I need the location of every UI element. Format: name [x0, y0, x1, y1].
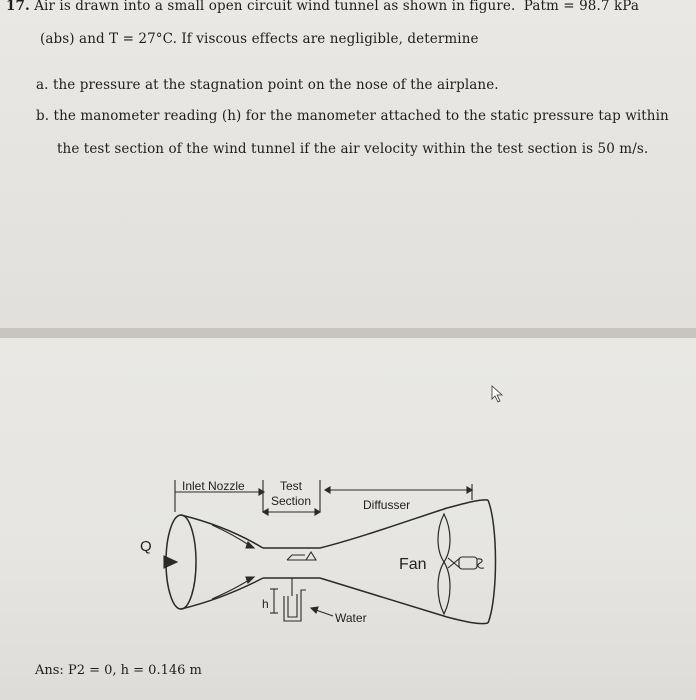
fan-blade-lower [438, 562, 450, 614]
h-label: h [262, 597, 269, 611]
part-b-text-continued: the test section of the wind tunnel if the air velocity within the test section is 50 m/s. [57, 141, 649, 157]
arrow-head [263, 509, 268, 515]
streamline-arrow [246, 577, 254, 583]
answer-text: Ans: P2 = 0, h = 0.146 m [35, 663, 202, 678]
nozzle-lower-wall [181, 578, 263, 609]
part-b-marker: b. [36, 108, 50, 124]
problem-statement: Air is drawn into a small open circuit wind tunnel as shown in figure. [34, 0, 516, 14]
test-section-label-2: Section [270, 494, 312, 508]
mouse-pointer-icon [492, 386, 502, 402]
water-leader-arrow [311, 607, 318, 613]
arrow-head [315, 509, 320, 515]
arrow-head [325, 487, 330, 493]
fan-motor-cable [477, 559, 484, 568]
part-a-text: the pressure at the stagnation point on the nose of the airplane. [52, 77, 499, 93]
water-label: Water [335, 611, 367, 625]
part-a [36, 77, 499, 93]
outlet-wall [488, 500, 496, 623]
fan-motor [459, 557, 477, 569]
inflow-arrow [164, 556, 177, 568]
manometer-tube [284, 590, 306, 621]
diffuser-label: Diffusser [363, 498, 411, 512]
manometer-tube-inner [288, 594, 297, 617]
streamline-upper [212, 525, 252, 547]
problem-number: 17. [6, 0, 30, 14]
problem-page [0, 0, 696, 328]
test-section-label-1: Test [279, 479, 303, 493]
streamline-lower [212, 578, 252, 599]
airplane-model [287, 552, 316, 560]
atmospheric-pressure: Patm = 98.7 kPa [523, 0, 639, 14]
page-gap [0, 328, 696, 338]
fan-label: Fan [399, 556, 427, 573]
nozzle-upper-wall [181, 515, 263, 548]
arrow-head [467, 487, 472, 493]
inlet-nozzle-label: Inlet Nozzle [182, 479, 245, 493]
figure-page [0, 338, 696, 700]
part-a-marker: a. [36, 77, 49, 93]
problem-line-2: (abs) and T = 27°C. If viscous effects are negligible, determine [40, 31, 479, 47]
wind-tunnel-figure [0, 338, 696, 700]
part-b [36, 108, 669, 124]
problem-line-1 [6, 0, 639, 14]
fan-blade-upper [438, 514, 450, 562]
part-b-text: the manometer reading (h) for the manometer attached to the static pressure tap within [53, 108, 669, 124]
flow-rate-label: Q [140, 538, 152, 555]
